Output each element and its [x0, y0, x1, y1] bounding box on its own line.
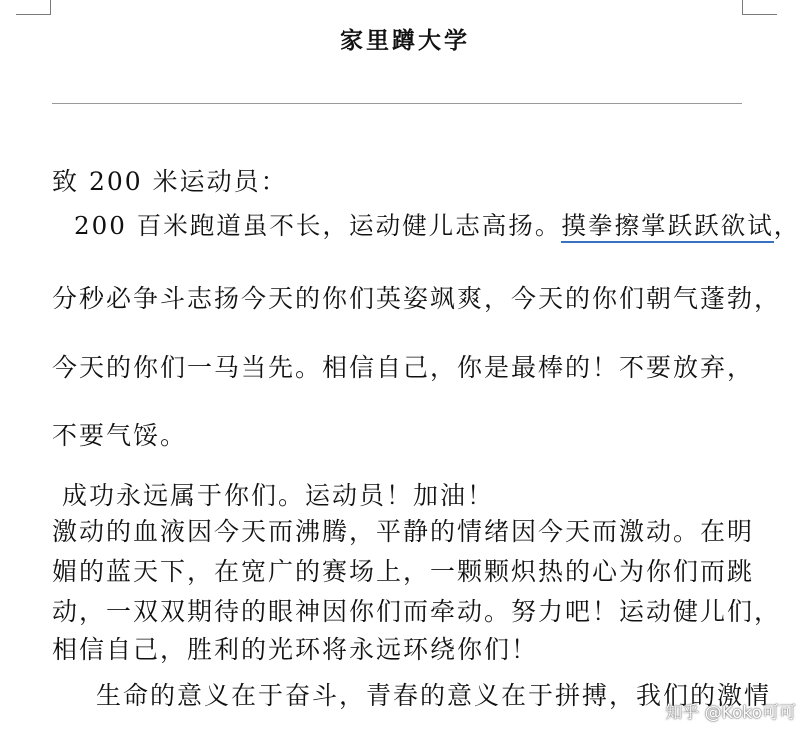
paragraph-3-line-1[interactable]: 生命的意义在于奋斗，青春的意义在于拼搏，我们的激情 — [96, 681, 772, 710]
paragraph-1-line-4[interactable]: 不要气馁。 — [52, 421, 188, 450]
document-header: 家里蹲大学 — [340, 27, 470, 54]
paragraph-2-line-5[interactable]: 相信自己，胜利的光环将永远环绕你们！ — [52, 635, 539, 664]
paragraph-2-line-4[interactable]: 动，一双双期待的眼神因你们而牵动。努力吧！运动健儿们， — [52, 597, 782, 626]
watermark-label: 知乎 @Koko可可 — [665, 703, 796, 723]
paragraph-1-line-1[interactable] — [74, 210, 800, 242]
salutation-line[interactable]: 致 200 米运动员： — [52, 167, 288, 196]
paragraph-1-line-3[interactable]: 今天的你们一马当先。相信自己，你是最棒的！不要放弃， — [52, 353, 755, 382]
header-divider — [52, 103, 742, 104]
paragraph-1-line-1-end: ， — [773, 211, 801, 240]
page-corner-mark-left — [16, 0, 51, 15]
paragraph-2-line-2[interactable]: 激动的血液因今天而沸腾，平静的情绪因今天而激动。在明 — [52, 517, 755, 546]
paragraph-1-line-2[interactable]: 分秒必争斗志扬今天的你们英姿飒爽，今天的你们朝气蓬勃， — [52, 284, 782, 313]
paragraph-2-line-3[interactable]: 媚的蓝天下，在宽广的赛场上，一颗颗炽热的心为你们而跳 — [52, 557, 755, 586]
paragraph-1-line-1-text: 200 百米跑道虽不长，运动健儿志高扬。 — [74, 211, 562, 240]
grammar-marked-phrase[interactable]: 摸拳擦掌跃跃欲试 — [561, 211, 773, 243]
paragraph-2-line-1[interactable]: 成功永远属于你们。运动员！加油！ — [62, 481, 495, 510]
page-corner-mark-right — [742, 0, 777, 15]
